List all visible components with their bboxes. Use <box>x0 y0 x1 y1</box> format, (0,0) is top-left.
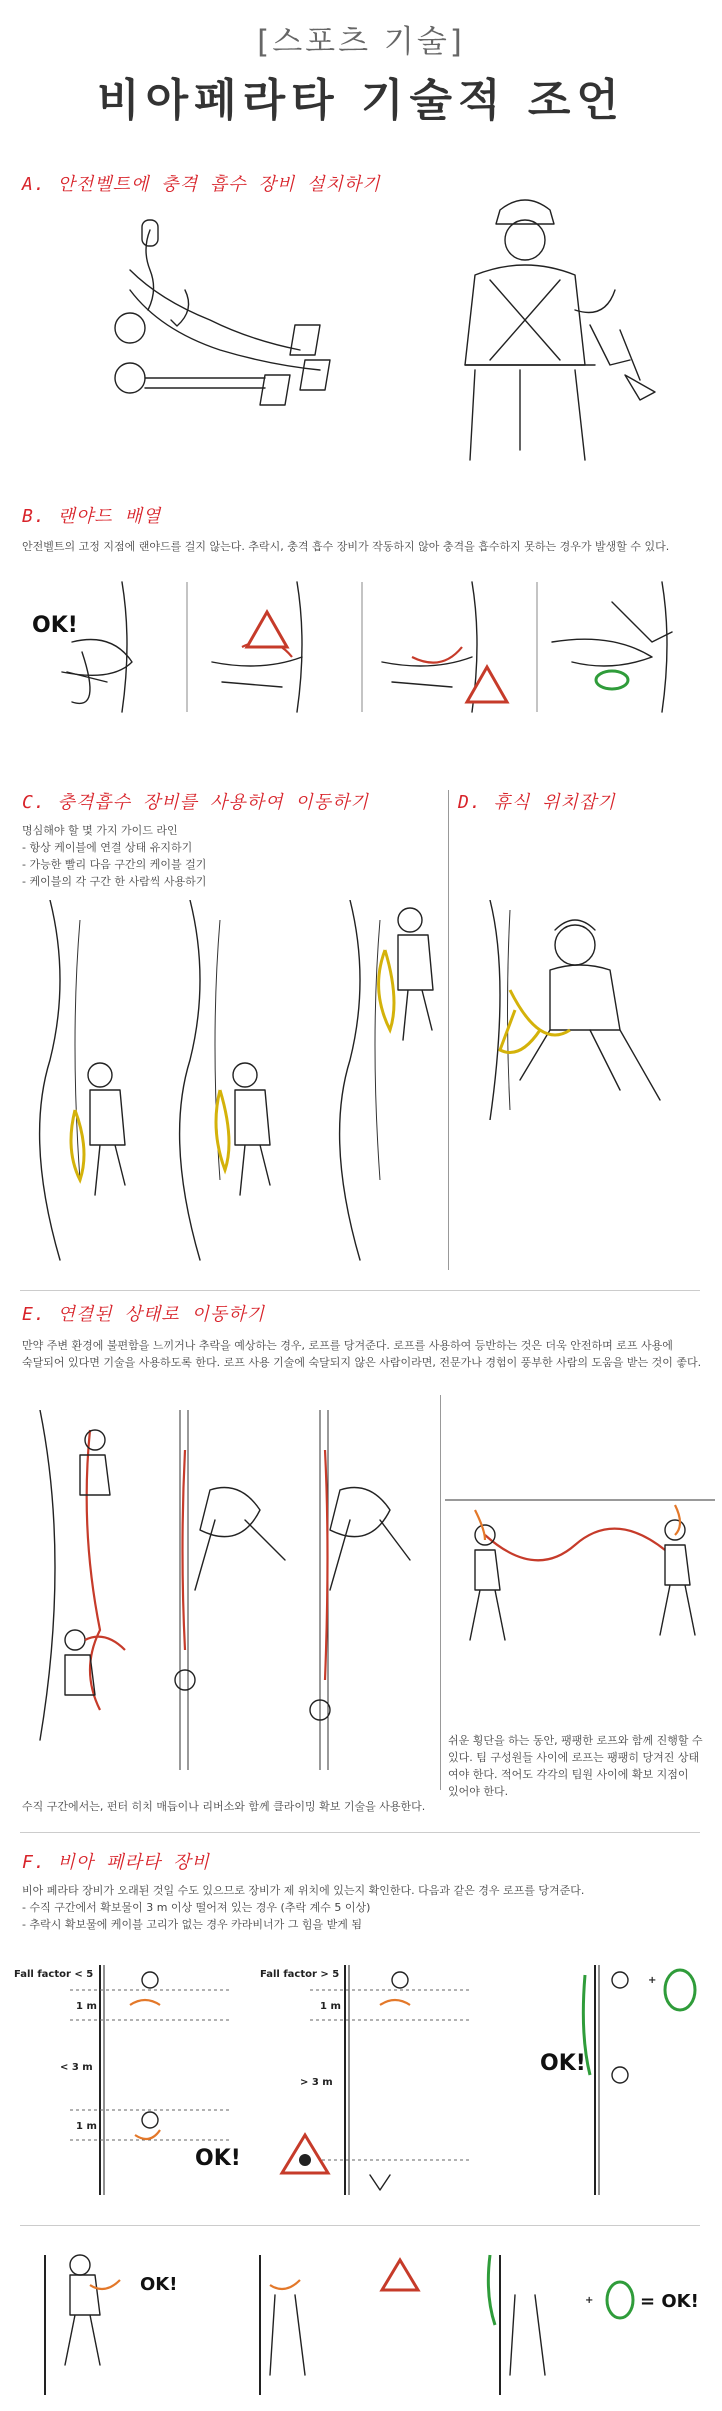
section-c-line-2: - 항상 케이블에 연결 상태 유지하기 <box>22 841 193 854</box>
supertitle: [스포츠 기술] <box>257 24 465 60</box>
section-e-caption-right-3: 여야 한다. 적어도 각각의 팀원 사이에 확보 지점이 <box>448 1768 689 1781</box>
section-f-line-1: 비아 페라타 장비가 오래된 것일 수도 있으므로 장비가 제 위치에 있는지 확인한다. 다음과 같은 경우 로프를 당겨준다. <box>22 1884 585 1897</box>
page-title: 비아페라타 기술적 조언 <box>97 75 625 126</box>
fall-factor-lt-label: Fall factor < 5 <box>14 1969 94 1980</box>
section-a-heading: A. 안전벨트에 충격 흡수 장비 설치하기 <box>22 174 381 195</box>
section-e-heading: E. 연결된 상태로 이동하기 <box>22 1304 266 1325</box>
section-divider <box>20 1290 700 1291</box>
section-e-caption-right-1: 쉬운 횡단을 하는 동안, 팽팽한 로프와 함께 진행할 수 <box>448 1734 703 1747</box>
section-e-text-1: 만약 주변 환경에 불편함을 느끼거나 추락을 예상하는 경우, 로프를 당겨준다. 로프를 사용하여 등반하는 것은 더욱 안전하며 로프 사용에 <box>22 1339 673 1352</box>
one-m-label-2: 1 m <box>76 2121 97 2132</box>
one-m-label-3: 1 m <box>320 2001 341 2012</box>
lt-3m-label: < 3 m <box>60 2062 93 2073</box>
section-f-line-3: - 추락시 확보물에 케이블 고리가 없는 경우 카라비너가 그 힘을 받게 됨 <box>22 1918 362 1931</box>
section-f-line-2: - 수직 구간에서 확보물이 3 m 이상 떨어져 있는 경우 (추락 계수 5 이상) <box>22 1901 371 1914</box>
ok-label-g1: OK! <box>140 2274 178 2295</box>
eq-ok-label: = OK! <box>640 2291 699 2312</box>
section-e-caption-right-4: 있어야 한다. <box>448 1785 509 1798</box>
plus-label-2: + <box>585 2295 594 2306</box>
section-divider-3 <box>20 2225 700 2226</box>
section-c-heading: C. 충격흡수 장비를 사용하여 이동하기 <box>22 792 369 813</box>
section-d-heading: D. 휴식 위치잡기 <box>458 792 616 813</box>
section-e-caption-right-2: 있다. 팀 구성원들 사이에 로프는 팽팽히 당겨진 상태 <box>448 1751 700 1764</box>
gt-3m-label: > 3 m <box>300 2077 333 2088</box>
ok-label-f1: OK! <box>195 2146 241 2171</box>
ok-label: OK! <box>32 613 78 638</box>
lanyard-moving-illustration <box>20 900 440 1270</box>
cable-loop-illustration <box>20 2245 710 2395</box>
lanyard-arrangement-panels <box>12 572 712 722</box>
column-divider-e <box>440 1395 441 1790</box>
column-divider <box>448 790 449 1270</box>
rest-position-illustration <box>470 900 710 1120</box>
plus-label-1: + <box>648 1975 657 1986</box>
fall-factor-gt-label: Fall factor > 5 <box>260 1969 340 1980</box>
section-e-text-2: 숙달되어 있다면 기술을 사용하도록 한다. 로프 사용 기술에 숙달되지 않은 사람이라면, 전문가나 경험이 풍부한 사람의 도움을 받는 것이 좋다. <box>22 1356 702 1369</box>
roped-moving-illustration <box>20 1410 440 1790</box>
section-c-line-3: - 가능한 빨리 다음 구간의 케이블 걸기 <box>22 858 207 871</box>
section-b-heading: B. 랜야드 배열 <box>22 506 162 527</box>
section-c-line-1: 명심해야 할 몇 가지 가이드 라인 <box>22 824 178 837</box>
section-c-line-4: - 케이블의 각 구간 한 사람씩 사용하기 <box>22 875 207 888</box>
section-divider-2 <box>20 1832 700 1833</box>
traverse-illustration <box>445 1490 715 1660</box>
shock-absorber-illustration <box>90 210 350 460</box>
section-e-caption-left: 수직 구간에서는, 펀터 히치 매듭이나 리버소와 함께 클라이밍 확보 기술을 사용한다. <box>22 1800 426 1813</box>
section-f-heading: F. 비아 페라타 장비 <box>22 1852 210 1873</box>
climber-harness-illustration <box>420 190 680 470</box>
section-b-text: 안전벨트의 고정 지점에 랜야드를 걸지 않는다. 추락시, 충격 흡수 장비가 작동하지 않아 충격을 흡수하지 못하는 경우가 발생할 수 있다. <box>22 540 670 553</box>
ok-label-f2: OK! <box>540 2051 586 2076</box>
one-m-label-1: 1 m <box>76 2001 97 2012</box>
fall-factor-diagram <box>10 1945 710 2205</box>
